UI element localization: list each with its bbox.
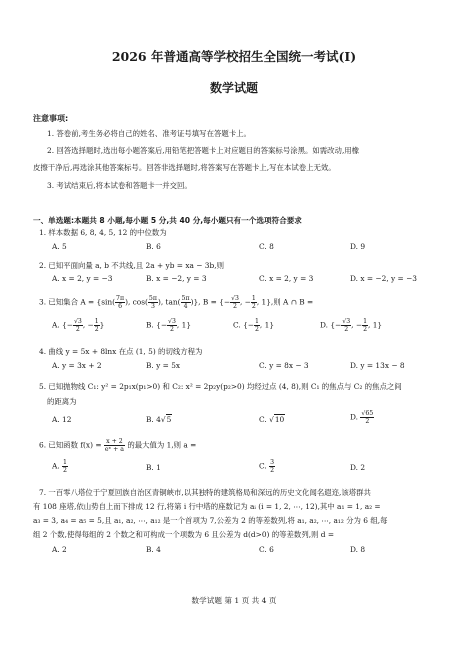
q1-option-c: C. 8 [259,242,274,251]
q3-option-d: D. {− $\frac{√3}{2}$ , − $\frac{1}{2}$ , 1} [320,318,383,333]
q7-option-a: A. 2 [52,545,67,554]
q7-stem-line4: 组 2 个数,使得每组的 2 个数之和可构成一个项数为 6 且公差为 d(d>0) 的等差数列,则 d = [33,530,335,539]
q7-stem-line2: 有 108 座塔,依山势自上而下排成 12 行,将第 i 行中塔的座数记为 aᵢ (i = 1, 2, ⋯, 12),其中 a₁ = 1, a₂ = [33,502,381,511]
q6-option-c: C. $\frac{3}{2}$ [259,459,275,474]
q3-option-c: C. {− $\frac{1}{2}$ , 1} [233,318,275,333]
q4-stem: 4. 曲线 y = 5x + 8lnx 在点 (1, 5) 的切线方程为 [39,347,203,356]
q6-option-a: A. $\frac{1}{2}$ [52,459,67,474]
q2-option-a: A. x = 2, y = −3 [52,274,113,283]
q7-option-c: C. 6 [259,545,274,554]
q3-stem: 3. 已知集合 A = {sin( $\frac{7\pi}{6}$ ), cos( $\frac{5\pi}{3}$ ), tan( $\frac{5\pi}{4}$ )}, B = {− $\frac{√3}{2}$ , − $\frac{1}{2}$ , 1},则 A ∩ B = [39,295,314,310]
q3-frac-5pi-4: $\frac{5\pi}{4}$ [181,295,190,310]
q3-option-b: B. {− $\frac{√3}{2}$ , 1} [146,318,192,333]
q5-option-c: C. √10 [259,415,285,424]
section-heading: 一、单选题:本题共 8 小题,每小题 5 分,共 40 分,每小题只有一个选项符合要求 [33,216,302,225]
q4-option-b: B. y = 5x [146,361,181,370]
notice-item-2-cont: 皮擦干净后,再选涂其他答案标号。回答非选择题时,将答案写在答题卡上,写在本试卷上无效。 [33,163,336,172]
q7-stem-line1: 7. 一百零八塔位于宁夏回族自治区青铜峡市,以其独特的建筑格局和深远的历史文化闻名遐迩,该塔群共 [39,488,371,497]
q4-option-d: D. y = 13x − 8 [350,361,405,370]
q5-option-a: A. 12 [52,415,72,424]
q3-frac-1-2: $\frac{1}{2}$ [251,295,256,310]
q4-option-a: A. y = 3x + 2 [52,361,102,370]
exam-subtitle: 数学试题 [209,81,258,95]
q2-option-c: C. x = 2, y = 3 [259,274,314,283]
q7-option-b: B. 4 [146,545,161,554]
q1-option-b: B. 6 [146,242,161,251]
q5-stem-line2: 的距离为 [47,397,77,406]
q2-stem: 2. 已知平面向量 a, b 不共线,且 2a + yb = xa − 3b,则 [39,261,224,270]
q6-function-fraction: $\frac{x + 2}{\text{eˣ + a}}$ [104,438,124,453]
q3-frac-5pi-3: $\frac{5\pi}{3}$ [148,295,157,310]
q5-option-b: B. 4√5 [146,415,172,424]
q3-frac-root3-2: $\frac{√3}{2}$ [231,295,239,310]
page-footer: 数学试题 第 1 页 共 4 页 [191,596,277,605]
q6-stem: 6. 已知函数 f(x) = $\frac{x + 2}{\text{eˣ + a}}$ 的最大值为 1,则 a = [39,438,197,453]
q6-option-b: B. 1 [146,463,161,472]
q3-frac-7pi-6: $\frac{7\pi}{6}$ [116,295,125,310]
notice-item-1: 1. 答卷前,考生务必将自己的姓名、准考证号填写在答题卡上。 [47,129,251,138]
q6-option-d: D. 2 [350,463,366,472]
q1-option-d: D. 9 [350,242,366,251]
q4-option-c: C. y = 8x − 3 [259,361,309,370]
q1-stem: 1. 样本数据 6, 8, 4, 5, 12 的中位数为 [39,228,167,237]
q2-option-b: B. x = −2, y = 3 [146,274,207,283]
q5-stem-line1: 5. 已知抛物线 C₁: y² = 2p₁x(p₁>0) 和 C₂: x² = 2p₂y(p₂>0) 均经过点 (4, 8),则 C₁ 的焦点与 C₂ 的焦点之间 [39,382,402,391]
q3-option-a: A. {− $\frac{√3}{2}$ , − $\frac{1}{2}$ } [52,318,105,333]
notice-item-3: 3. 考试结束后,将本试卷和答题卡一并交回。 [47,181,192,190]
q7-stem-line3: a₃ = 3, a₄ = a₅ = 5,且 a₁, a₂, ⋯, a₁₂ 是一个首项为 7,公差为 2 的等差数列,将 a₁, a₂, ⋯, a₁₂ 分为 6 组,每 [33,516,388,525]
q1-option-a: A. 5 [52,242,67,251]
q5-option-d: D. $\frac{√65}{2}$ [350,410,374,425]
q7-option-d: D. 8 [350,545,366,554]
notice-heading: 注意事项: [33,114,69,123]
notice-item-2: 2. 回答选择题时,选出每小题答案后,用铅笔把答题卡上对应题目的答案标号涂黑。如需改动,用橡 [47,146,360,155]
q2-option-d: D. x = −2, y = −3 [350,274,417,283]
exam-title: 2026 年普通高等学校招生全国统一考试(Ⅰ) [111,49,357,64]
